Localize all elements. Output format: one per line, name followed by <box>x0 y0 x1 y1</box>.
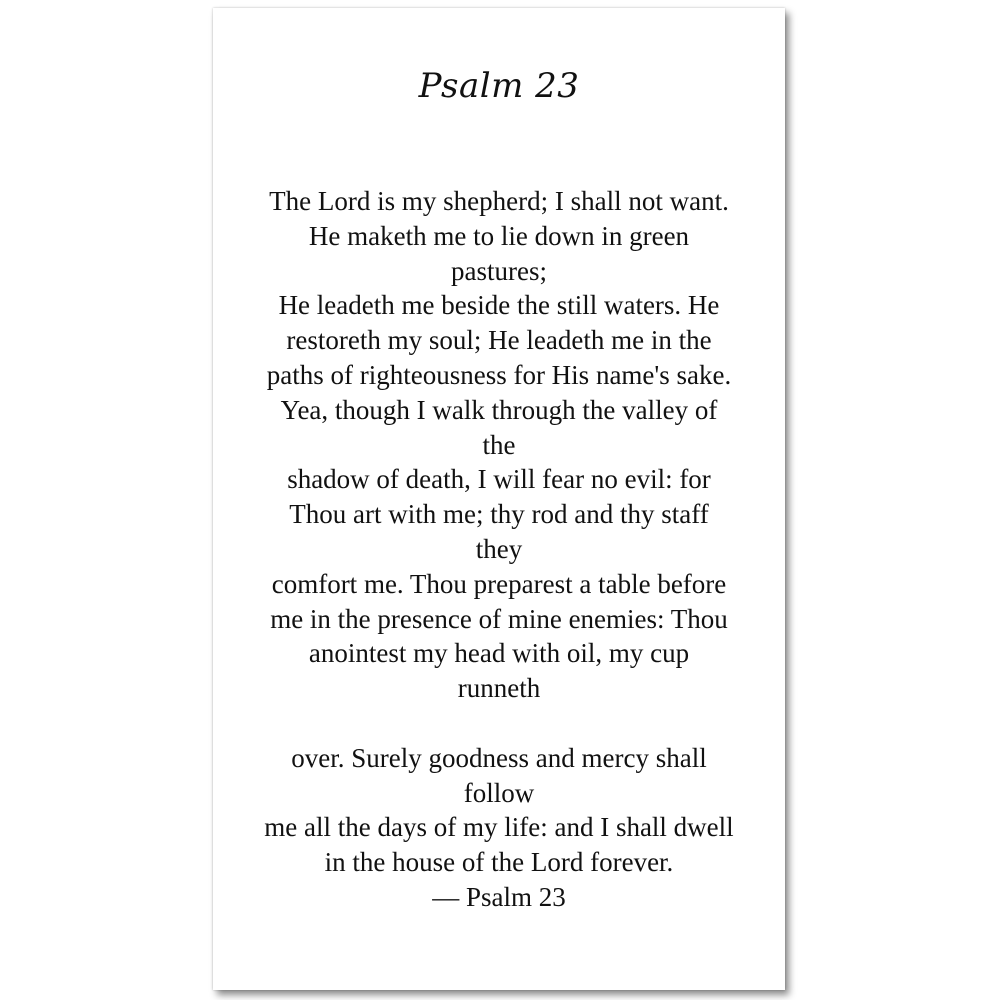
attribution: — Psalm 23 <box>432 881 566 912</box>
verse-line: me all the days of my life: and I shall dwell <box>264 812 734 843</box>
verse-line: the <box>482 429 516 460</box>
verse-line: He leadeth me beside the still waters. He <box>278 290 720 321</box>
verse-line: He maketh me to lie down in green <box>308 220 690 251</box>
stanza-gap <box>213 706 785 741</box>
verse-line: runneth <box>457 673 541 704</box>
verse-line: they <box>475 533 523 564</box>
verse-line: anointest my head with oil, my cup <box>308 638 690 669</box>
verse-line: Yea, though I walk through the valley of <box>280 394 718 425</box>
verse-line: follow <box>463 777 535 808</box>
card-title: Psalm 23 <box>418 66 580 106</box>
verse-line: me in the presence of mine enemies: Thou <box>270 603 728 634</box>
verse-line: The Lord is my shepherd; I shall not want. <box>269 186 729 216</box>
psalm-card <box>213 8 785 990</box>
verse-line: Thou art with me; thy rod and thy staff <box>289 499 709 530</box>
verse-line: pastures; <box>451 255 547 286</box>
verse-line: shadow of death, I will fear no evil: for <box>287 464 711 495</box>
verse-text <box>213 184 785 915</box>
verse-line: over. Surely goodness and mercy shall <box>291 742 707 773</box>
verse-line: paths of righteousness for His name's sake. <box>266 359 732 390</box>
verse-line: restoreth my soul; He leadeth me in the <box>286 325 712 356</box>
verse-line: comfort me. Thou preparest a table before <box>271 568 727 599</box>
verse-line: in the house of the Lord forever. <box>324 847 674 878</box>
